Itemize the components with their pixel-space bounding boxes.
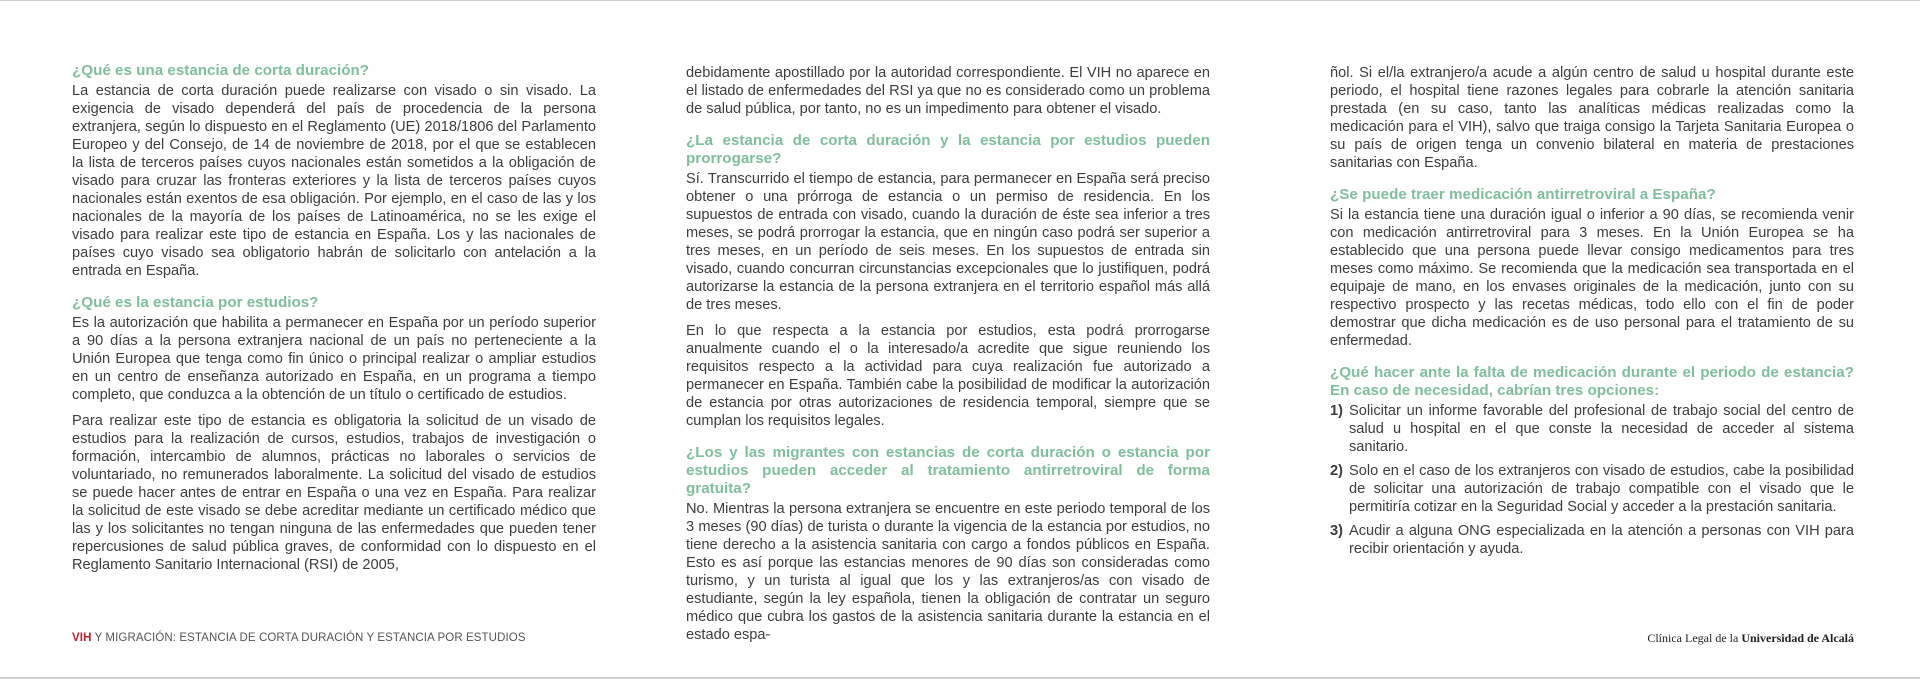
paragraph: ñol. Si el/la extranjero/a acude a algún centro de salud u hospital durante este periodo, el hospital tiene razones legales para cobrarle la atención sanitaria prestada (en su caso, tanto las analíticas médicas realizadas como la medicación para el VIH), salvo que traiga consigo la Tarjeta Sanitaria Europea o su país de origen tenga un convenio bilateral en materia de prestaciones sanitarias con España.: [1330, 65, 1854, 171]
paragraph: Para realizar este tipo de estancia es obligatoria la solicitud de un visado de estudios para la realización de cursos, estudios, trabajos de investigación o formación, intercambio de alumnos, prácticas no laborales o servicios de voluntariado, no remunerados laboralmente. La solicitud del visado de estudios se puede hacer antes de entrar en España o una vez en España. Para realizar la solicitud de este visado se debe acreditar mediante un certificado médico que las y los solicitantes no tengan ninguna de las enfermedades que pueden tener repercusiones de salud pública graves, de conformidad con lo dispuesto en el Reglamento Sanitario Internacional (RSI) de 2005,: [72, 413, 596, 573]
paragraph: Si la estancia tiene una duración igual o inferior a 90 días, se recomienda venir con medicación antirretroviral para 3 meses. En la Unión Europea se ha establecido que una persona puede llevar consigo medicamentos para tres meses como máximo. Se recomienda que la medicación sea transportada en el equipaje de mano, en los envases originales de la medicación, junto con su respectivo prospecto y las recetas médicas, todo ello con el fin de poder demostrar que dicha medicación es de uso personal para el tratamiento de su enfermedad.: [1330, 207, 1854, 349]
footer-title-text: Y MIGRACIÓN: ESTANCIA DE CORTA DURACIÓN Y ESTANCIA POR ESTUDIOS: [91, 632, 526, 644]
paragraph: Es la autorización que habilita a permanecer en España por un período superior a 90 días a la persona extranjera nacional de un país no perteneciente a la Unión Europea que tenga como fin único o principal realizar o ampliar estudios en un centro de enseñanza autorizado en España, en un programa a tiempo completo, que conduzca a la obtención de un título o certificado de estudios.: [72, 315, 596, 403]
footer-publisher-name: Universidad de Alcalá: [1741, 631, 1854, 645]
footer-accent: VIH: [72, 632, 92, 644]
list-item: [1330, 462, 1854, 516]
list-number: 3): [1330, 523, 1343, 539]
list-number: 2): [1330, 463, 1343, 479]
paragraph: No. Mientras la persona extranjera se encuentre en este periodo temporal de los 3 meses (90 días) de turista o durante la vigencia de la estancia por estudios, no tiene derecho a la asistencia sanitaria con cargo a fondos públicos en España. Esto es así porque las estancias menores de 90 días son consideradas como turismo, y un turista al igual que los y las extranjeros/as con visado de estudiante, según la ley española, tienen la obligación de contratar un seguro médico que cubra los gastos de la asistencia sanitaria durante la estancia en el estado espa-: [686, 501, 1210, 643]
column-1: [72, 62, 596, 582]
list-text: Solicitar un informe favorable del profesional de trabajo social del centro de salud u hospital en el que conste la necesidad de acceder al sistema sanitario.: [1349, 403, 1854, 455]
paragraph: Sí. Transcurrido el tiempo de estancia, para permanecer en España será preciso obtener o una prórroga de estancia o un permiso de residencia. En los supuestos de entrada con visado, cuando la duración de éste sea inferior a tres meses, se podrá prorrogar la estancia, que en ningún caso podrá ser superior a tres meses, en un período de seis meses. En los supuestos de entrada sin visado, cuando concurran circunstancias excepcionales que lo justifiquen, podrá autorizarse la estancia de la persona extranjera en el territorio español más allá de tres meses.: [686, 171, 1210, 313]
heading-short-stay: ¿Qué es una estancia de corta duración?: [72, 62, 370, 79]
list-item: [1330, 522, 1854, 558]
footer-publisher: [1647, 631, 1854, 646]
list-item: [1330, 402, 1854, 456]
paragraph: debidamente apostillado por la autoridad correspondiente. El VIH no aparece en el listado de enfermedades del RSI ya que no es considerado como un problema de salud pública, por tanto, no es un impedimento para obtener el visado.: [686, 65, 1210, 117]
heading-free-treatment: ¿Los y las migrantes con estancias de corta duración o estancia por estudios pueden acceder al tratamiento antirretroviral de forma gratuita?: [686, 444, 1210, 497]
heading-bring-medication: ¿Se puede traer medicación antirretroviral a España?: [1330, 186, 1716, 203]
list-number: 1): [1330, 403, 1343, 419]
options-list: [1330, 402, 1854, 558]
heading-lack-of-medication: ¿Qué hacer ante la falta de medicación durante el periodo de estancia? En caso de necesidad, cabrían tres opciones:: [1330, 364, 1854, 399]
list-text: Solo en el caso de los extranjeros con visado de estudios, cabe la posibilidad de solicitar una autorización de trabajo compatible con el visado que le permitiría cotizar en la Seguridad Social y acceder a la prestación sanitaria.: [1349, 463, 1854, 515]
column-2: [686, 64, 1210, 652]
heading-study-stay: ¿Qué es la estancia por estudios?: [72, 294, 319, 311]
paragraph: La estancia de corta duración puede realizarse con visado o sin visado. La exigencia de visado dependerá del país de procedencia de la persona extranjera, según lo dispuesto en el Reglamento (UE) 2018/1806 del Parlamento Europeo y del Consejo, de 14 de noviembre de 2018, por el que se establecen la lista de terceros países cuyos nacionales están sometidos a la obligación de visado para cruzar las fronteras exteriores y la lista de terceros países cuyos nacionales están exentos de esa obligación. Por ejemplo, en el caso de las y los nacionales de la mayoría de los países de Latinoamérica, no se les exige el visado para realizar este tipo de estancia en España. Los y las nacionales de países cuyo visado sea obligatorio habrán de solicitarlo con antelación a la entrada en España.: [72, 83, 596, 279]
top-border: [0, 0, 1920, 1]
footer-title: [72, 632, 526, 644]
heading-extension: ¿La estancia de corta duración y la estancia por estudios pueden prorrogarse?: [686, 132, 1210, 167]
footer-publisher-prefix: Clínica Legal de la: [1647, 631, 1742, 645]
list-text: Acudir a alguna ONG especializada en la atención a personas con VIH para recibir orientación y ayuda.: [1349, 523, 1854, 557]
column-3: [1330, 64, 1854, 564]
paragraph: En lo que respecta a la estancia por estudios, esta podrá prorrogarse anualmente cuando el o la interesado/a acredite que sigue reuniendo los requisitos respecto a la actividad para cuya realización fue autorizado a permanecer en España. También cabe la posibilidad de modificar la autorización de estancia por otras autorizaciones de residencia temporal, siempre que se cumplan los requisitos legales.: [686, 323, 1210, 429]
